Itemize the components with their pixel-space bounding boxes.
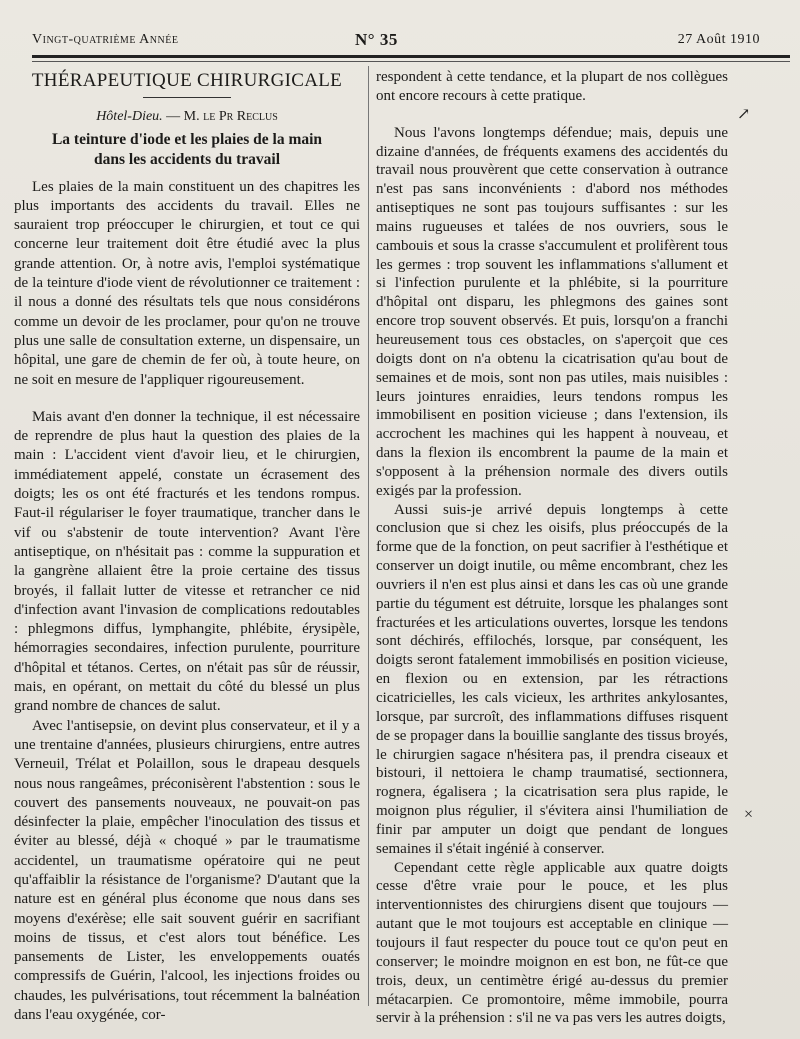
title-rule	[143, 97, 231, 98]
volume-label: Vingt-quatrième Année	[32, 32, 179, 47]
header-rule-thin	[32, 61, 790, 62]
paragraph-left-1: Les plaies de la main constituent un des chapitres les plus importants des accidents du travail. Elles ne sauraient trop préoccuper le chirurgien, et tout ce qui concerne leur traitement doit être étudié avec la plus grande attention. Or, à notre avis, l'emploi systématique de la teinture d'iode vient de révolutionner ce traitement : il nous a donné des résultats tels que nous considérons comme un devoir de les proclamer, pour qu'on ne trouve plus une salle de consultation externe, un dispensaire, un hôpital, une gare de chemin de fer où, à toute heure, on ne soit en mesure de l'appliquer rigoureusement.	[14, 178, 360, 388]
header-rule	[32, 55, 790, 58]
right-column	[376, 68, 728, 1028]
margin-tick-mark: ↗	[737, 106, 751, 123]
paragraph-right-4: Cependant cette règle applicable aux quatre doigts cesse d'être vraie pour le pouce, et les plus interventionnistes des chirurgiens disent que toujours — autant que le mot toujours est acceptable en clinique — toujours il faut respecter du pouce tout ce qu'on peut en conserver; le moindre moignon en est bon, ne fût-ce que trois, deux, un centimètre érigé au-dessus du premier métacarpien. Ce promontoire, même immobile, pourra servir à la préhension : s'il ne va pas vers les autres doigts,	[376, 859, 728, 1027]
byline	[14, 107, 360, 126]
article-title-line-2: dans les accidents du travail	[93, 150, 280, 168]
byline-place: Hôtel-Dieu.	[96, 109, 163, 125]
issue-number: N° 35	[355, 30, 398, 49]
margin-cross-mark: ×	[744, 806, 754, 823]
paragraph-right-2: Nous l'avons longtemps défendue; mais, depuis une dizaine d'années, de fréquents examens des accidentés du travail nous prouvèrent que cette conservation à outrance n'est pas sans inconvénients : d'abord nos méthodes antiseptiques ne sont pas toujours suffisantes : sur les mains rugueuses et talées de nos ouvriers, sous le cambouis et sous la crasse s'accumulent et prolifèrent tous les germes : trop souvent les inflammations s'allument et si l'infection purulente et la phlébite, si la pourriture d'hôpital ont disparu, les phlegmons des gaines sont encore trop souvent observés. Et puis, lorsqu'on a franchi heureusement tous ces obstacles, on s'aperçoit que ces doigts dont on n'a obtenu la cicatrisation qu'au bout de semaines et de mois, sont non pas utiles, mais nuisibles : leurs jointures enraidies, leurs tendons rompus les immobilisent en position vicieuse ; dans l'extension, ils accrochent les machines qui les happent à nouveau, et dans la flexion ils encombrent la paume de la main et s'opposent à la préhension normale des divers outils exigés par la profession.	[376, 124, 728, 499]
byline-author: — M. le Pr Reclus	[166, 109, 278, 125]
article-title	[14, 130, 360, 170]
paragraph-left-2: Mais avant d'en donner la technique, il est nécessaire de reprendre de plus haut la question des plaies de la main : L'accident vient d'avoir lieu, et le chirurgien, immédiatement appelé, constate un écrasement des doigts; les os ont été fracturés et les tendons rompus. Faut-il régulariser le foyer traumatique, trancher dans le vif ou s'abstenir de toute intervention? Avant l'ère antiseptique, on n'hésitait pas : comme la suppuration et la gangrène allaient être la proie certaine des tissus broyés, il fallait lutter de vitesse et retrancher ce nid d'infection avant l'invasion de complications redoutables : phlegmons diffus, lymphangite, phlébite, érysipèle, hémorragies secondaires, infection purulente, pourriture d'hôpital et tétanos. Certes, on n'était pas sûr de réussir, mais, en opérant, on mettait du côté du blessé un plus grand nombre de chances de salut.	[14, 408, 360, 715]
paragraph-left-3: Avec l'antisepsie, on devint plus conservateur, et il y a une trentaine d'années, plusieurs chirurgiens, entre autres Verneuil, Trélat et Polaillon, sous le drapeau desquels nous nous rangeâmes, préconisèrent l'abstention : sous le couvert des pansements nouveaux, ne pouvait-on pas désinfecter la plaie, empêcher l'inoculation des tissus et éviter au blessé, déjà « choqué » par le traumatisme accidentel, un traumatisme opératoire qui ne peut qu'affaiblir la résistance de l'organisme? D'autant que la nature est en général plus économe que nous dans ses moyens d'exérèse; elle sait souvent guérir en sacrifiant moins de tissus, et c'est alors tout bénéfice. Les pansements de Lister, les enveloppements ouatés compressifs de Guérin, l'alcool, les injections froides ou chaudes, les pulvérisations, tout récemment la balnéation dans l'eau oxygénée, cor-	[14, 717, 360, 1024]
section-title: THÉRAPEUTIQUE CHIRURGICALE	[31, 70, 343, 91]
article-title-line-1: La teinture d'iode et les plaies de la main	[51, 130, 323, 148]
left-column	[14, 68, 360, 1025]
column-divider	[368, 66, 369, 1006]
paragraph-right-3: Aussi suis-je arrivé depuis longtemps à cette conclusion que si chez les oisifs, plus préoccupés de la forme que de la fonction, on peut sacrifier à l'esthétique et conserver un doigt inutile, ou même encombrant, chez les ouvriers il n'en est plus ainsi et dans les cas où une grande partie du tégument est détruite, lorsque les phalanges sont fracturées et les articulations ouvertes, lorsque les tendons sont déchirés, effilochés, lorsque, par conséquent, les doigts seront fatalement immobilisés en position vicieuse, en flexion ou en extension, par les rétractions cicatricielles, les cals vicieux, les arthrites ankylosantes, lorsque, par surcroît, des inflammations diffuses risquent de se propager dans la bouillie sanglante des tissus broyés, le chirurgien sagace n'hésitera pas, il prendra ciseaux et bistouri, il nettoiera le champ traumatisé, sectionnera, rognera, égalisera ; la cicatrisation sera plus rapide, le moignon plus régulier, il s'évitera ainsi l'humiliation de finir par amputer un doigt que pendant de longues semaines il s'était ingénié à conserver.	[376, 501, 728, 857]
running-header	[32, 30, 760, 52]
issue-date: 27 Août 1910	[677, 32, 760, 47]
paragraph-right-1: respondent à cette tendance, et la plupart de nos collègues ont encore recours à cette pratique.	[376, 69, 728, 104]
